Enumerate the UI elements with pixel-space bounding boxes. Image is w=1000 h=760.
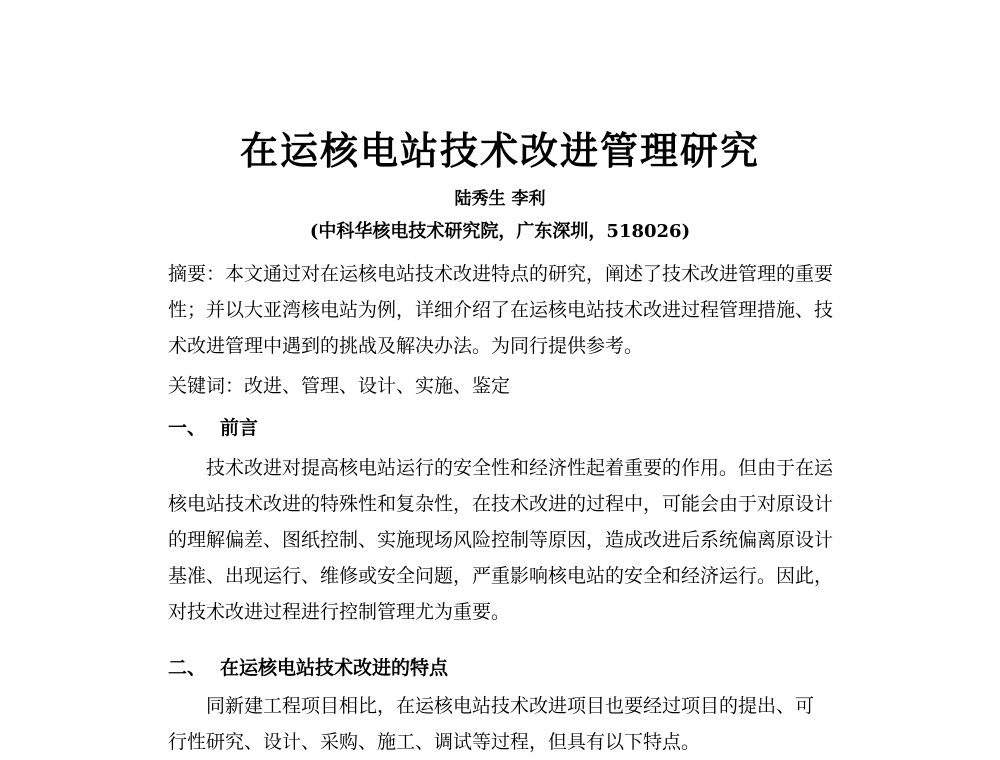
paper-affiliation: (中科华核电技术研究院，广东深圳，518026) xyxy=(309,221,691,242)
paragraph-line: 行性研究、设计、采购、施工、调试等过程，但具有以下特点。 xyxy=(168,731,701,753)
section-number: 二、 xyxy=(168,657,207,679)
section-title: 前言 xyxy=(220,417,259,439)
paper-title: 在运核电站技术改进管理研究 xyxy=(239,128,760,173)
paragraph-line: 对技术改进过程进行控制管理尤为重要。 xyxy=(168,601,511,623)
section-heading-2 xyxy=(168,650,852,686)
keywords: 关键词：改进、管理、设计、实施、鉴定 xyxy=(168,375,511,397)
paragraph-line: 核电站技术改进的特殊性和复杂性，在技术改进的过程中，可能会由于对原设计 xyxy=(168,493,834,515)
paragraph-line: 的理解偏差、图纸控制、实施现场风险控制等原因，造成改进后系统偏离原设计 xyxy=(168,529,834,551)
section-1-paragraph xyxy=(168,450,852,630)
abstract-line: 摘要：本文通过对在运核电站技术改进特点的研究，阐述了技术改进管理的重要 xyxy=(168,263,834,285)
paragraph-line: 同新建工程项目相比，在运核电站技术改进项目也要经过项目的提出、可 xyxy=(206,695,815,717)
section-2-paragraph xyxy=(168,688,852,760)
paragraph-line: 基准、出现运行、维修或安全问题，严重影响核电站的安全和经济运行。因此， xyxy=(168,565,834,587)
section-heading-1 xyxy=(168,410,852,446)
abstract-line: 术改进管理中遇到的挑战及解决办法。为同行提供参考。 xyxy=(168,335,644,357)
abstract-line: 性；并以大亚湾核电站为例，详细介绍了在运核电站技术改进过程管理措施、技 xyxy=(168,299,834,321)
paragraph-line: 技术改进对提高核电站运行的安全性和经济性起着重要的作用。但由于在运 xyxy=(206,457,834,479)
abstract xyxy=(168,256,852,364)
section-title: 在运核电站技术改进的特点 xyxy=(220,657,449,679)
section-number: 一、 xyxy=(168,417,207,439)
paper-authors: 陆秀生 李利 xyxy=(454,189,546,209)
